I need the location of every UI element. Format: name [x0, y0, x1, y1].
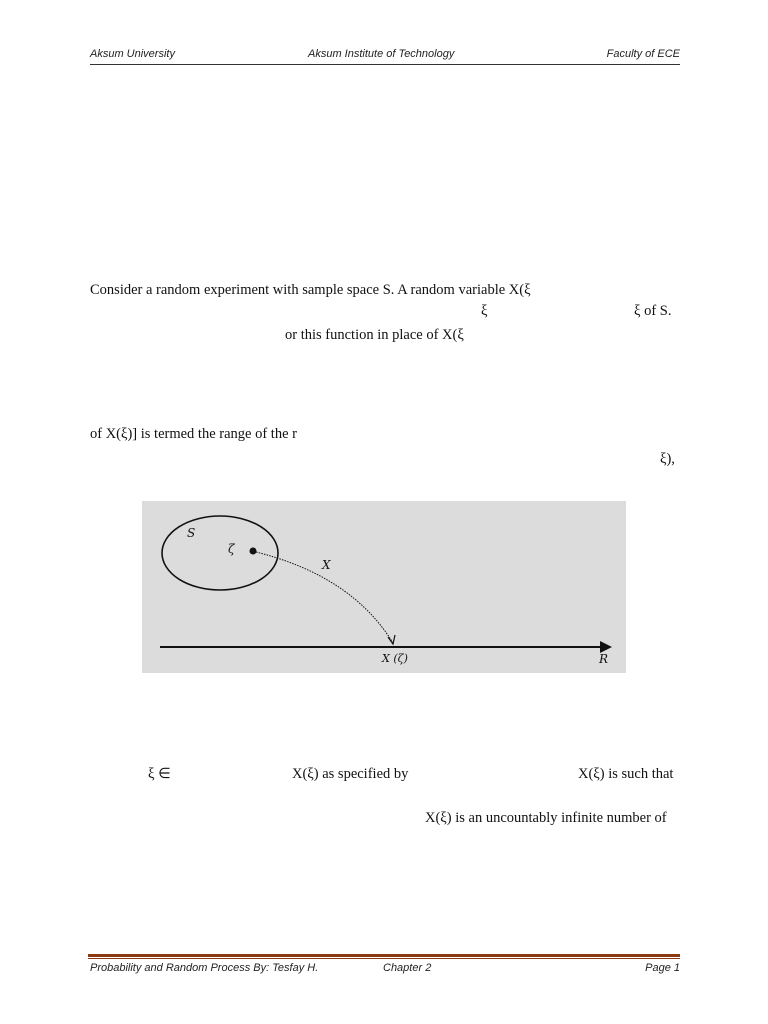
- body-line-2b: ξ of S.: [634, 303, 672, 319]
- footer-page-number: Page 1: [645, 962, 680, 974]
- page-header: [90, 48, 680, 65]
- body-line-5: ξ),: [660, 451, 675, 467]
- sample-space-label: S: [187, 526, 196, 540]
- mapping-diagram: [142, 501, 626, 673]
- header-faculty: Faculty of ECE: [606, 48, 680, 60]
- mapping-arrowhead: [388, 635, 395, 644]
- footer-rule-thin: [88, 958, 680, 959]
- body-line-3: or this function in place of X(ξ: [285, 327, 464, 343]
- image-point-label: X (ζ): [382, 652, 408, 665]
- sample-space-ellipse: [162, 516, 278, 590]
- body-line-4: of X(ξ)] is termed the range of the r: [90, 426, 297, 442]
- body-line-2a: ξ: [481, 303, 488, 319]
- footer-chapter: Chapter 2: [383, 962, 432, 974]
- page-footer: [90, 962, 680, 978]
- body-line-1: Consider a random experiment with sample space S. A random variable X(ξ: [90, 282, 531, 298]
- footer-rule-thick: [88, 954, 680, 957]
- footer-course: Probability and Random Process By: Tesfay H.: [90, 962, 319, 974]
- body-line-6a: ξ ∈: [148, 766, 171, 782]
- sample-point-label: ζ: [228, 542, 235, 556]
- real-axis-label: R: [599, 652, 609, 666]
- body-line-7: X(ξ) is an uncountably infinite number of: [425, 810, 667, 826]
- body-line-6b: X(ξ) as specified by: [292, 766, 409, 782]
- body-line-6c: X(ξ) is such that: [578, 766, 674, 782]
- sample-point-dot: [250, 548, 257, 555]
- header-university: Aksum University: [90, 48, 175, 60]
- header-institute: Aksum Institute of Technology: [308, 48, 455, 60]
- random-variable-figure: [142, 501, 626, 673]
- mapping-label: X: [322, 558, 331, 572]
